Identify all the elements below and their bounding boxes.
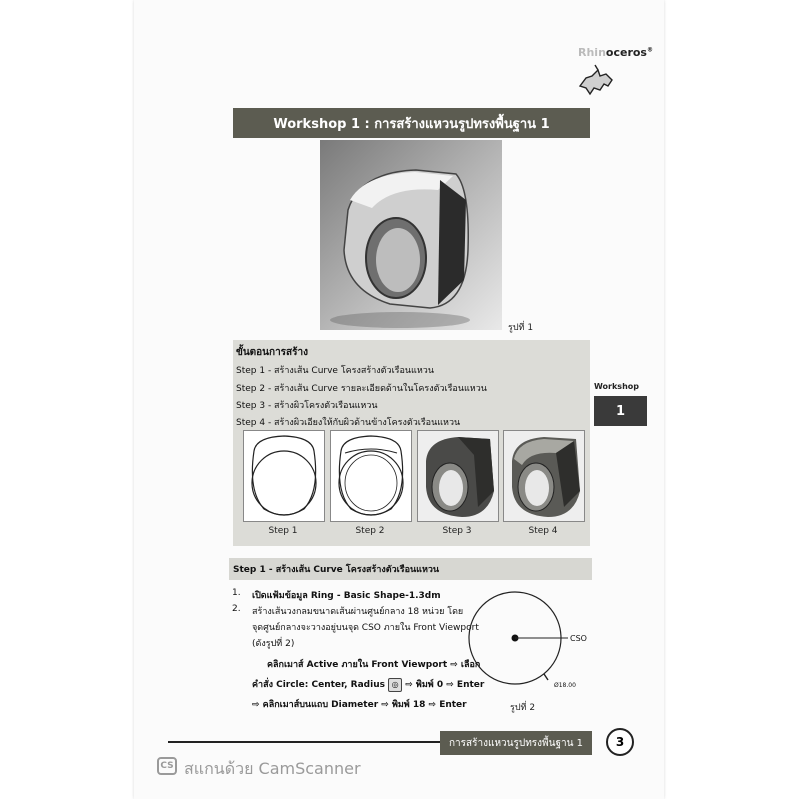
item-2-line: จุดศูนย์กลางจะวางอยู่บนจุด CSO ภายใน Front Viewport [252, 623, 479, 633]
thumb-label: Step 4 [528, 526, 558, 536]
instruction-line: ⇨ คลิกเมาส์บนแถบ Diameter ⇨ พิมพ์ 18 ⇨ Enter [252, 700, 467, 710]
instruction-line: คำสั่ง Circle: Center, Radius ◎ ⇨ พิมพ์ 0 ⇨ Enter [252, 679, 485, 690]
item-number: 1. [232, 588, 241, 598]
instruction-line: คลิกเมาส์ Active ภายใน Front Viewport ⇨ เลือก [267, 660, 481, 670]
footer-rule [168, 741, 440, 743]
thumb-label: Step 1 [268, 526, 298, 536]
item-1-text: เปิดแฟ้มข้อมูล Ring - Basic Shape-1.3dm [252, 591, 441, 601]
item-2-line: (ดังรูปที่ 2) [252, 639, 295, 649]
camscanner-watermark: สแกนด้วย CamScanner [184, 759, 361, 778]
thumb-label: Step 2 [355, 526, 385, 536]
side-tab-label: Workshop [594, 382, 639, 391]
item-2-line: สร้างเส้นวงกลมขนาดเส้นผ่านศูนย์กลาง 18 หน่วย โดย [252, 607, 464, 617]
step-3-thumbnail [417, 430, 499, 522]
figure-1-caption: รูปที่ 1 [508, 323, 534, 333]
step-1-thumbnail [243, 430, 325, 522]
rhino-mascot-icon [578, 64, 614, 100]
thumb-label: Step 3 [442, 526, 472, 536]
procedure-heading: ขั้นตอนการสร้าง [236, 347, 309, 358]
step-4-thumbnail [503, 430, 585, 522]
step-2-thumbnail [330, 430, 412, 522]
cso-label: CSO [570, 634, 587, 643]
procedure-step: Step 4 - สร้างผิวเอียงให้กับผิวด้านข้างโครงตัวเรือนแหวน [236, 418, 461, 428]
procedure-step: Step 1 - สร้างเส้น Curve โครงสร้างตัวเรือนแหวน [236, 366, 434, 376]
procedure-step: Step 3 - สร้างผิวโครงตัวเรือนแหวน [236, 401, 378, 411]
workshop-title: Workshop 1 : การสร้างแหวนรูปทรงพื้นฐาน 1 [233, 108, 590, 138]
side-tab-number: 1 [594, 396, 647, 426]
ring-photo [320, 140, 502, 330]
diameter-label: Ø18.00 [554, 682, 576, 689]
circle-command-icon: ◎ [388, 678, 402, 692]
procedure-step: Step 2 - สร้างเส้น Curve รายละเอียดด้านในโครงตัวเรือนแหวน [236, 384, 487, 394]
figure-2-circle-diagram [462, 580, 594, 692]
step1-section-heading: Step 1 - สร้างเส้น Curve โครงสร้างตัวเรือนแหวน [229, 558, 592, 580]
footer-chapter-title: การสร้างแหวนรูปทรงพื้นฐาน 1 [440, 731, 592, 755]
rhinoceros-logo: Rhinoceros® [578, 46, 653, 59]
figure-2-caption: รูปที่ 2 [510, 703, 536, 713]
page-number: 3 [606, 728, 634, 756]
item-number: 2. [232, 604, 241, 614]
camscanner-icon: CS [157, 757, 177, 775]
